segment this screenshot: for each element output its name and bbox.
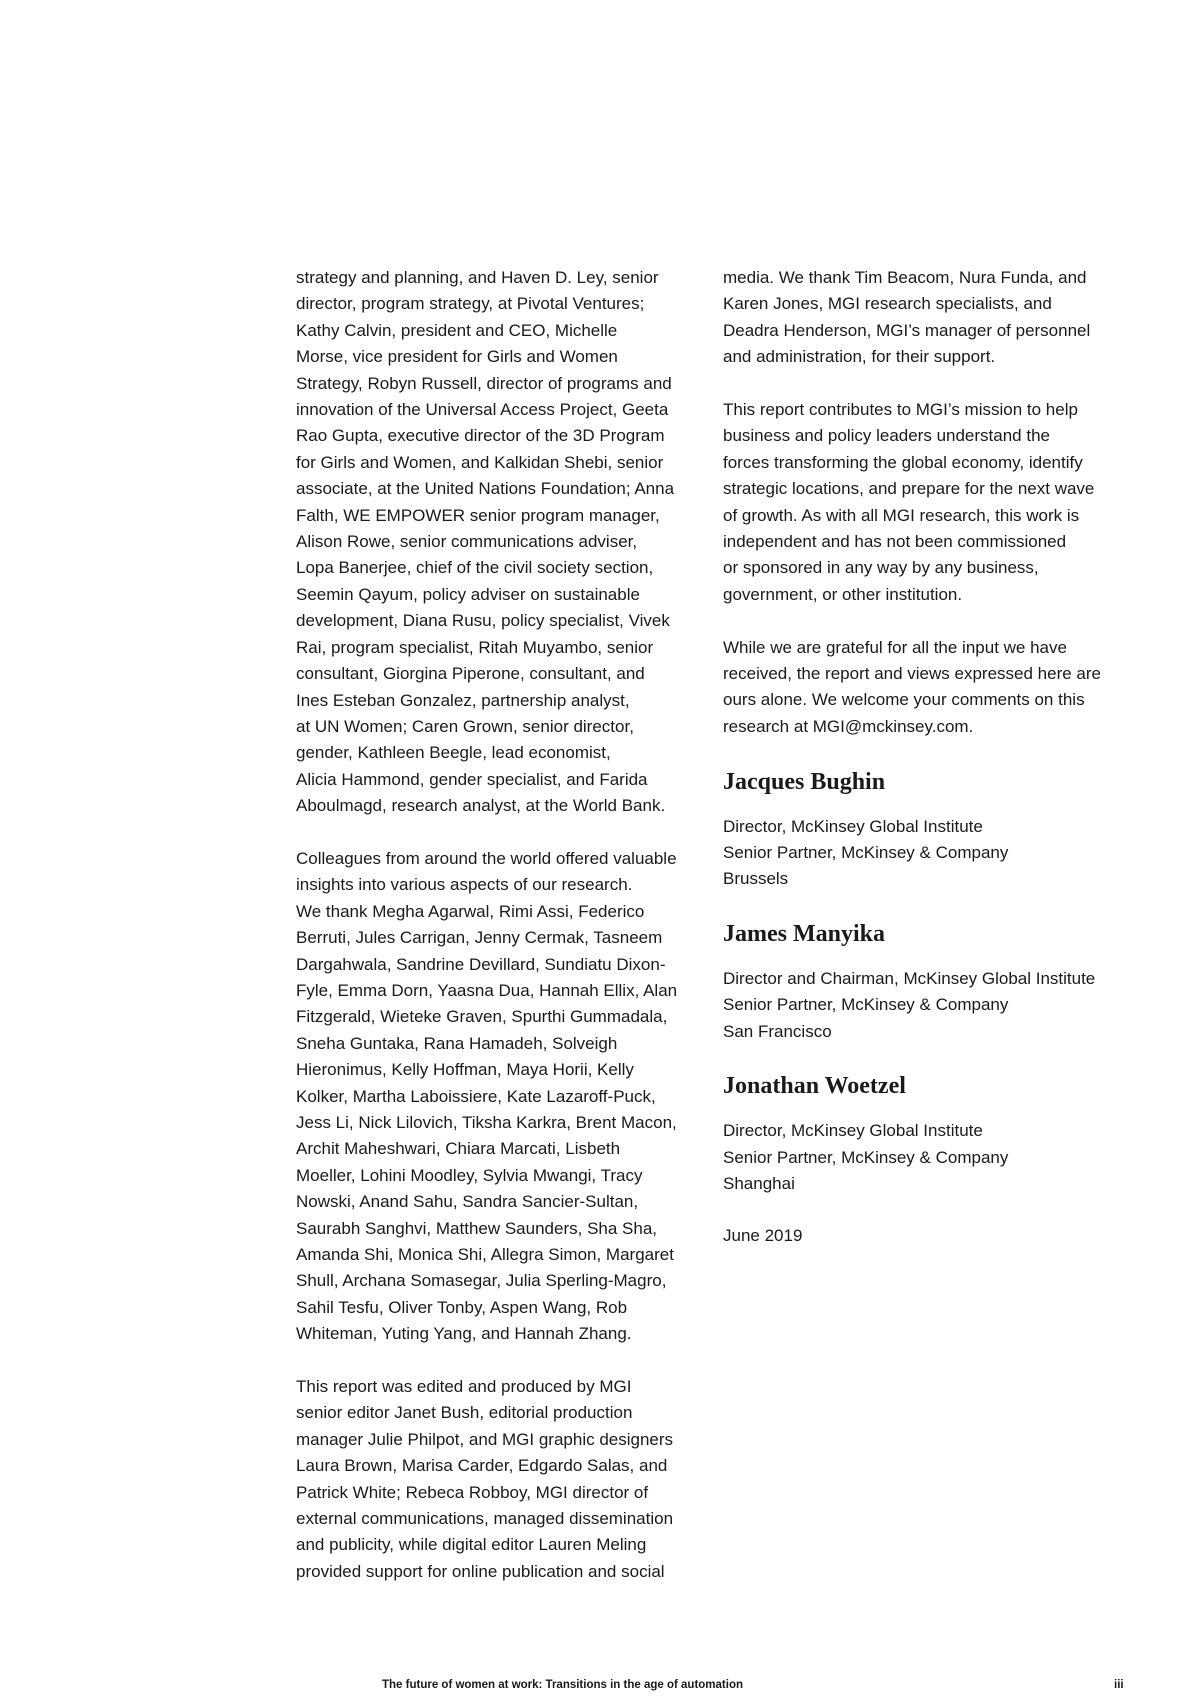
text-line: business and policy leaders understand the <box>723 426 1050 446</box>
text-line: Deadra Henderson, MGI’s manager of personnel <box>723 320 1091 340</box>
text-line: received, the report and views expressed here are <box>723 664 1101 684</box>
text-line: innovation of the Universal Access Project, Geeta <box>296 400 669 420</box>
text-line: Berruti, Jules Carrigan, Jenny Cermak, Tasneem <box>296 928 663 948</box>
right-column <box>723 265 1143 1250</box>
text-line: Ines Esteban Gonzalez, partnership analyst, <box>296 690 630 710</box>
text-line: Falth, WE EMPOWER senior program manager, <box>296 505 660 525</box>
text-line: Colleagues from around the world offered valuable <box>296 848 677 868</box>
text-line: strategy and planning, and Haven D. Ley, senior <box>296 268 659 287</box>
acknowledgements-paragraph-2 <box>296 846 708 1348</box>
signatory-name: Jacques Bughin <box>723 768 886 795</box>
text-line: Nowski, Anand Sahu, Sandra Sancier-Sultan, <box>296 1192 639 1212</box>
signatory-title: Senior Partner, McKinsey & Company <box>723 995 1009 1015</box>
text-line: independent and has not been commissioned <box>723 532 1067 552</box>
signatory-name: James Manyika <box>723 920 885 947</box>
text-line: Lopa Banerjee, chief of the civil society section, <box>296 558 654 578</box>
text-line: Karen Jones, MGI research specialists, and <box>723 294 1052 314</box>
text-line: Alicia Hammond, gender specialist, and Farida <box>296 769 648 789</box>
signatory-james-manyika <box>723 919 1143 1045</box>
text-line: media. We thank Tim Beacom, Nura Funda, and <box>723 268 1087 287</box>
text-line: Fyle, Emma Dorn, Yaasna Dua, Hannah Ellix, Alan <box>296 980 678 1000</box>
signatory-title: Director, McKinsey Global Institute <box>723 816 983 836</box>
signatory-location: San Francisco <box>723 1021 832 1041</box>
text-line: Rao Gupta, executive director of the 3D Program <box>296 426 665 446</box>
text-line: Strategy, Robyn Russell, director of programs and <box>296 373 672 393</box>
support-paragraph <box>723 265 1143 371</box>
text-line: Moeller, Lohini Moodley, Sylvia Mwangi, Tracy <box>296 1165 643 1185</box>
signatory-jacques-bughin <box>723 767 1143 893</box>
text-line: Jess Li, Nick Lilovich, Tiksha Karkra, Brent Macon, <box>296 1112 677 1132</box>
text-line: Kolker, Martha Laboissiere, Kate Lazaroff-Puck, <box>296 1086 656 1106</box>
text-line: strategic locations, and prepare for the next wave <box>723 479 1095 499</box>
text-line: or sponsored in any way by any business, <box>723 558 1039 578</box>
signatory-location: Shanghai <box>723 1173 795 1193</box>
acknowledgements-paragraph-3 <box>296 1374 708 1585</box>
signatory-title: Director and Chairman, McKinsey Global Institute <box>723 968 1096 988</box>
left-column <box>296 265 708 1612</box>
text-line: and publicity, while digital editor Lauren Meling <box>296 1535 647 1555</box>
text-line: research at MGI@mckinsey.com. <box>723 716 974 736</box>
text-line: forces transforming the global economy, identify <box>723 452 1083 472</box>
running-footer-title: The future of women at work: Transitions in the age of automation <box>382 1679 743 1691</box>
text-line: Rai, program specialist, Ritah Muyambo, senior <box>296 637 654 657</box>
text-line: Amanda Shi, Monica Shi, Allegra Simon, Margaret <box>296 1245 674 1265</box>
text-line: Aboulmagd, research analyst, at the World Bank. <box>296 796 666 816</box>
text-line: Morse, vice president for Girls and Women <box>296 347 618 367</box>
text-line: government, or other institution. <box>723 584 963 604</box>
text-line: Dargahwala, Sandrine Devillard, Sundiatu Dixon- <box>296 954 666 974</box>
text-line: provided support for online publication and social <box>296 1561 665 1581</box>
text-line: Kathy Calvin, president and CEO, Michelle <box>296 320 618 340</box>
text-line: Whiteman, Yuting Yang, and Hannah Zhang. <box>296 1324 632 1344</box>
text-line: senior editor Janet Bush, editorial production <box>296 1403 633 1423</box>
text-line: and administration, for their support. <box>723 347 996 367</box>
signatory-title: Director, McKinsey Global Institute <box>723 1121 983 1141</box>
text-line: of growth. As with all MGI research, this work is <box>723 505 1080 525</box>
signatory-jonathan-woetzel <box>723 1071 1143 1197</box>
text-line: Shull, Archana Somasegar, Julia Sperling-Magro, <box>296 1271 667 1291</box>
text-line: insights into various aspects of our research. <box>296 875 633 895</box>
mission-paragraph <box>723 397 1143 608</box>
text-line: Archit Maheshwari, Chiara Marcati, Lisbeth <box>296 1139 621 1159</box>
text-line: at UN Women; Caren Grown, senior director, <box>296 716 634 736</box>
text-line: Alison Rowe, senior communications adviser, <box>296 532 638 552</box>
text-line: consultant, Giorgina Piperone, consultant, and <box>296 664 645 684</box>
text-line: Hieronimus, Kelly Hoffman, Maya Horii, Kelly <box>296 1060 634 1080</box>
signatory-location: Brussels <box>723 869 789 889</box>
text-line: This report was edited and produced by MGI <box>296 1377 632 1397</box>
text-line: associate, at the United Nations Foundation; Anna <box>296 479 675 499</box>
text-line: Fitzgerald, Wieteke Graven, Spurthi Gummadala, <box>296 1007 668 1027</box>
acknowledgements-paragraph-1 <box>296 265 708 820</box>
text-line: manager Julie Philpot, and MGI graphic designers <box>296 1429 674 1449</box>
signatory-title: Senior Partner, McKinsey & Company <box>723 1147 1009 1167</box>
text-line: Sahil Tesfu, Oliver Tonby, Aspen Wang, Rob <box>296 1297 628 1317</box>
publication-date: June 2019 <box>723 1226 803 1246</box>
signatory-name: Jonathan Woetzel <box>723 1073 906 1100</box>
text-line: external communications, managed dissemination <box>296 1509 674 1529</box>
text-line: director, program strategy, at Pivotal Ventures; <box>296 294 645 314</box>
text-line: While we are grateful for all the input we have <box>723 637 1067 657</box>
text-line: Patrick White; Rebeca Robboy, MGI director of <box>296 1482 649 1502</box>
text-line: Seemin Qayum, policy adviser on sustainable <box>296 584 640 604</box>
text-line: ours alone. We welcome your comments on this <box>723 690 1085 710</box>
comments-paragraph <box>723 635 1143 741</box>
text-line: gender, Kathleen Beegle, lead economist, <box>296 743 611 763</box>
text-line: Laura Brown, Marisa Carder, Edgardo Salas, and <box>296 1456 668 1476</box>
text-line: for Girls and Women, and Kalkidan Shebi, senior <box>296 452 664 472</box>
text-line: We thank Megha Agarwal, Rimi Assi, Federico <box>296 901 645 921</box>
text-line: Saurabh Sanghvi, Matthew Saunders, Sha Sha, <box>296 1218 658 1238</box>
text-line: development, Diana Rusu, policy specialist, Vivek <box>296 611 670 631</box>
text-line: Sneha Guntaka, Rana Hamadeh, Solveigh <box>296 1033 618 1053</box>
signatory-title: Senior Partner, McKinsey & Company <box>723 843 1009 863</box>
page-number: iii <box>1114 1679 1124 1691</box>
text-line: This report contributes to MGI’s mission to help <box>723 400 1078 420</box>
